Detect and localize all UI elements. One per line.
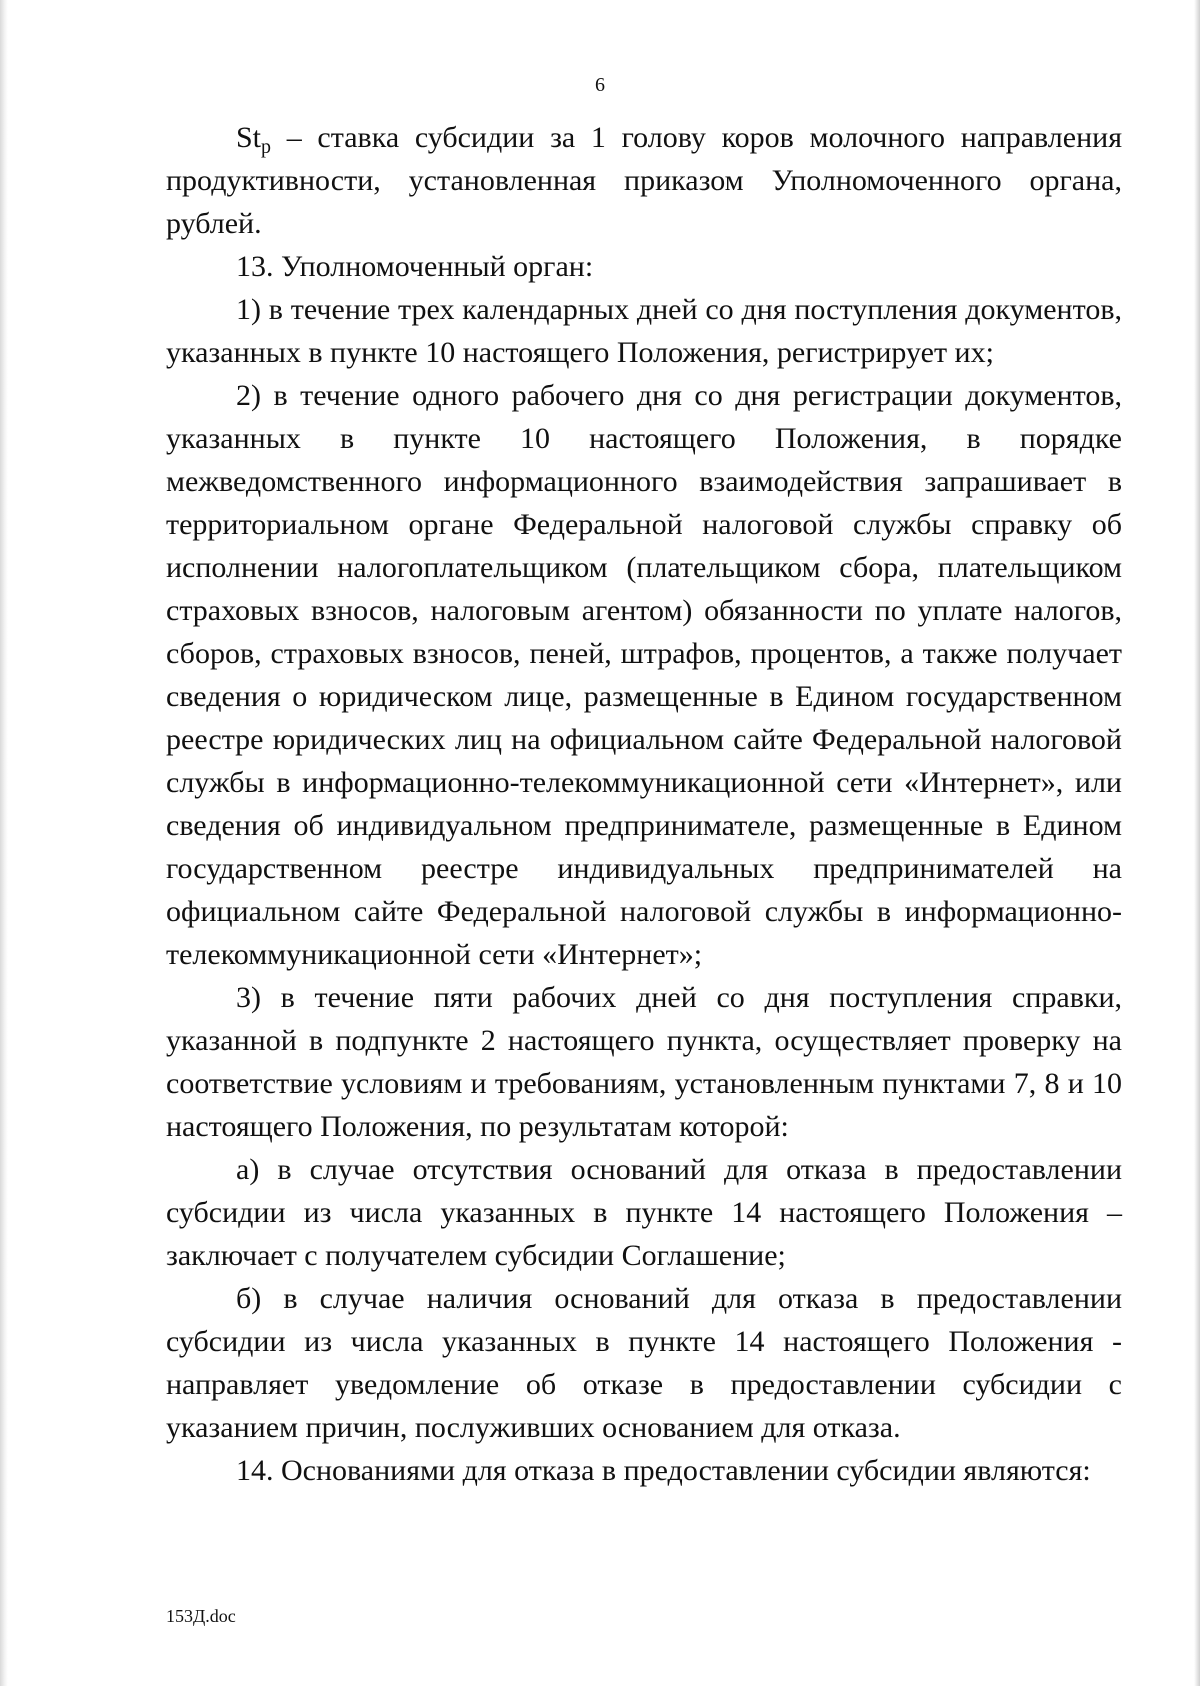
stp-subscript: р [261,136,272,158]
stp-symbol: St [236,121,262,154]
paragraph-item-13: 13. Уполномоченный орган: [236,250,594,283]
paragraph-stp-definition [166,116,1122,245]
scan-edge-right [1194,0,1200,1686]
paragraph-item-13-2: 2) в течение одного рабочего дня со дня регистрации документов, указанных в пункте 10 настоящего Положения, в порядке межведомственного информационного взаимодействия запрашивает в территориальном органе Федеральной налоговой службы справку об исполнении налогоплательщиком (плательщиком сбора, плательщиком страховых взносов, налоговым агентом) обязанности по уплате налогов, сборов, страховых взносов, пеней, штрафов, процентов, а также получает сведения о юридическом лице, размещенные в Едином государственном реестре юридических лиц на официальном сайте Федеральной налоговой службы в информационно-телекоммуникационной сети «Интернет», или сведения об индивидуальном предпринимателе, размещенные в Едином государственном реестре индивидуальных предпринимателей на официальном сайте Федеральной налоговой службы в информационно-телекоммуникационной сети «Интернет»; [166,379,1122,971]
page-number: 6 [595,74,605,96]
footer-filename: 153Д.doc [166,1606,236,1626]
scan-edge-left [0,0,8,1686]
paragraph-item-13-3-b: б) в случае наличия оснований для отказа в предоставлении субсидии из числа указанных в пункте 14 настоящего Положения - направляет уведомление об отказе в предоставлении субсидии с указанием причин, послуживших основанием для отказа. [166,1282,1122,1444]
paragraph-item-13-3: 3) в течение пяти рабочих дней со дня поступления справки, указанной в подпункте 2 настоящего пункта, осуществляет проверку на соответствие условиям и требованиям, установленным пунктами 7, 8 и 10 настоящего Положения, по результатам которой: [166,981,1122,1143]
paragraph-text: – ставка субсидии за 1 голову коров молочного направления продуктивности, установленная приказом Уполномоченного органа, рублей. [166,121,1122,240]
paragraph-item-13-1: 1) в течение трех календарных дней со дня поступления документов, указанных в пункте 10 настоящего Положения, регистрирует их; [166,293,1122,369]
document-body [166,116,1122,1492]
paragraph-item-14: 14. Основаниями для отказа в предоставлении субсидии являются: [236,1454,1091,1487]
paragraph-item-13-3-a: а) в случае отсутствия оснований для отказа в предоставлении субсидии из числа указанных в пункте 14 настоящего Положения – заключает с получателем субсидии Соглашение; [166,1153,1122,1272]
